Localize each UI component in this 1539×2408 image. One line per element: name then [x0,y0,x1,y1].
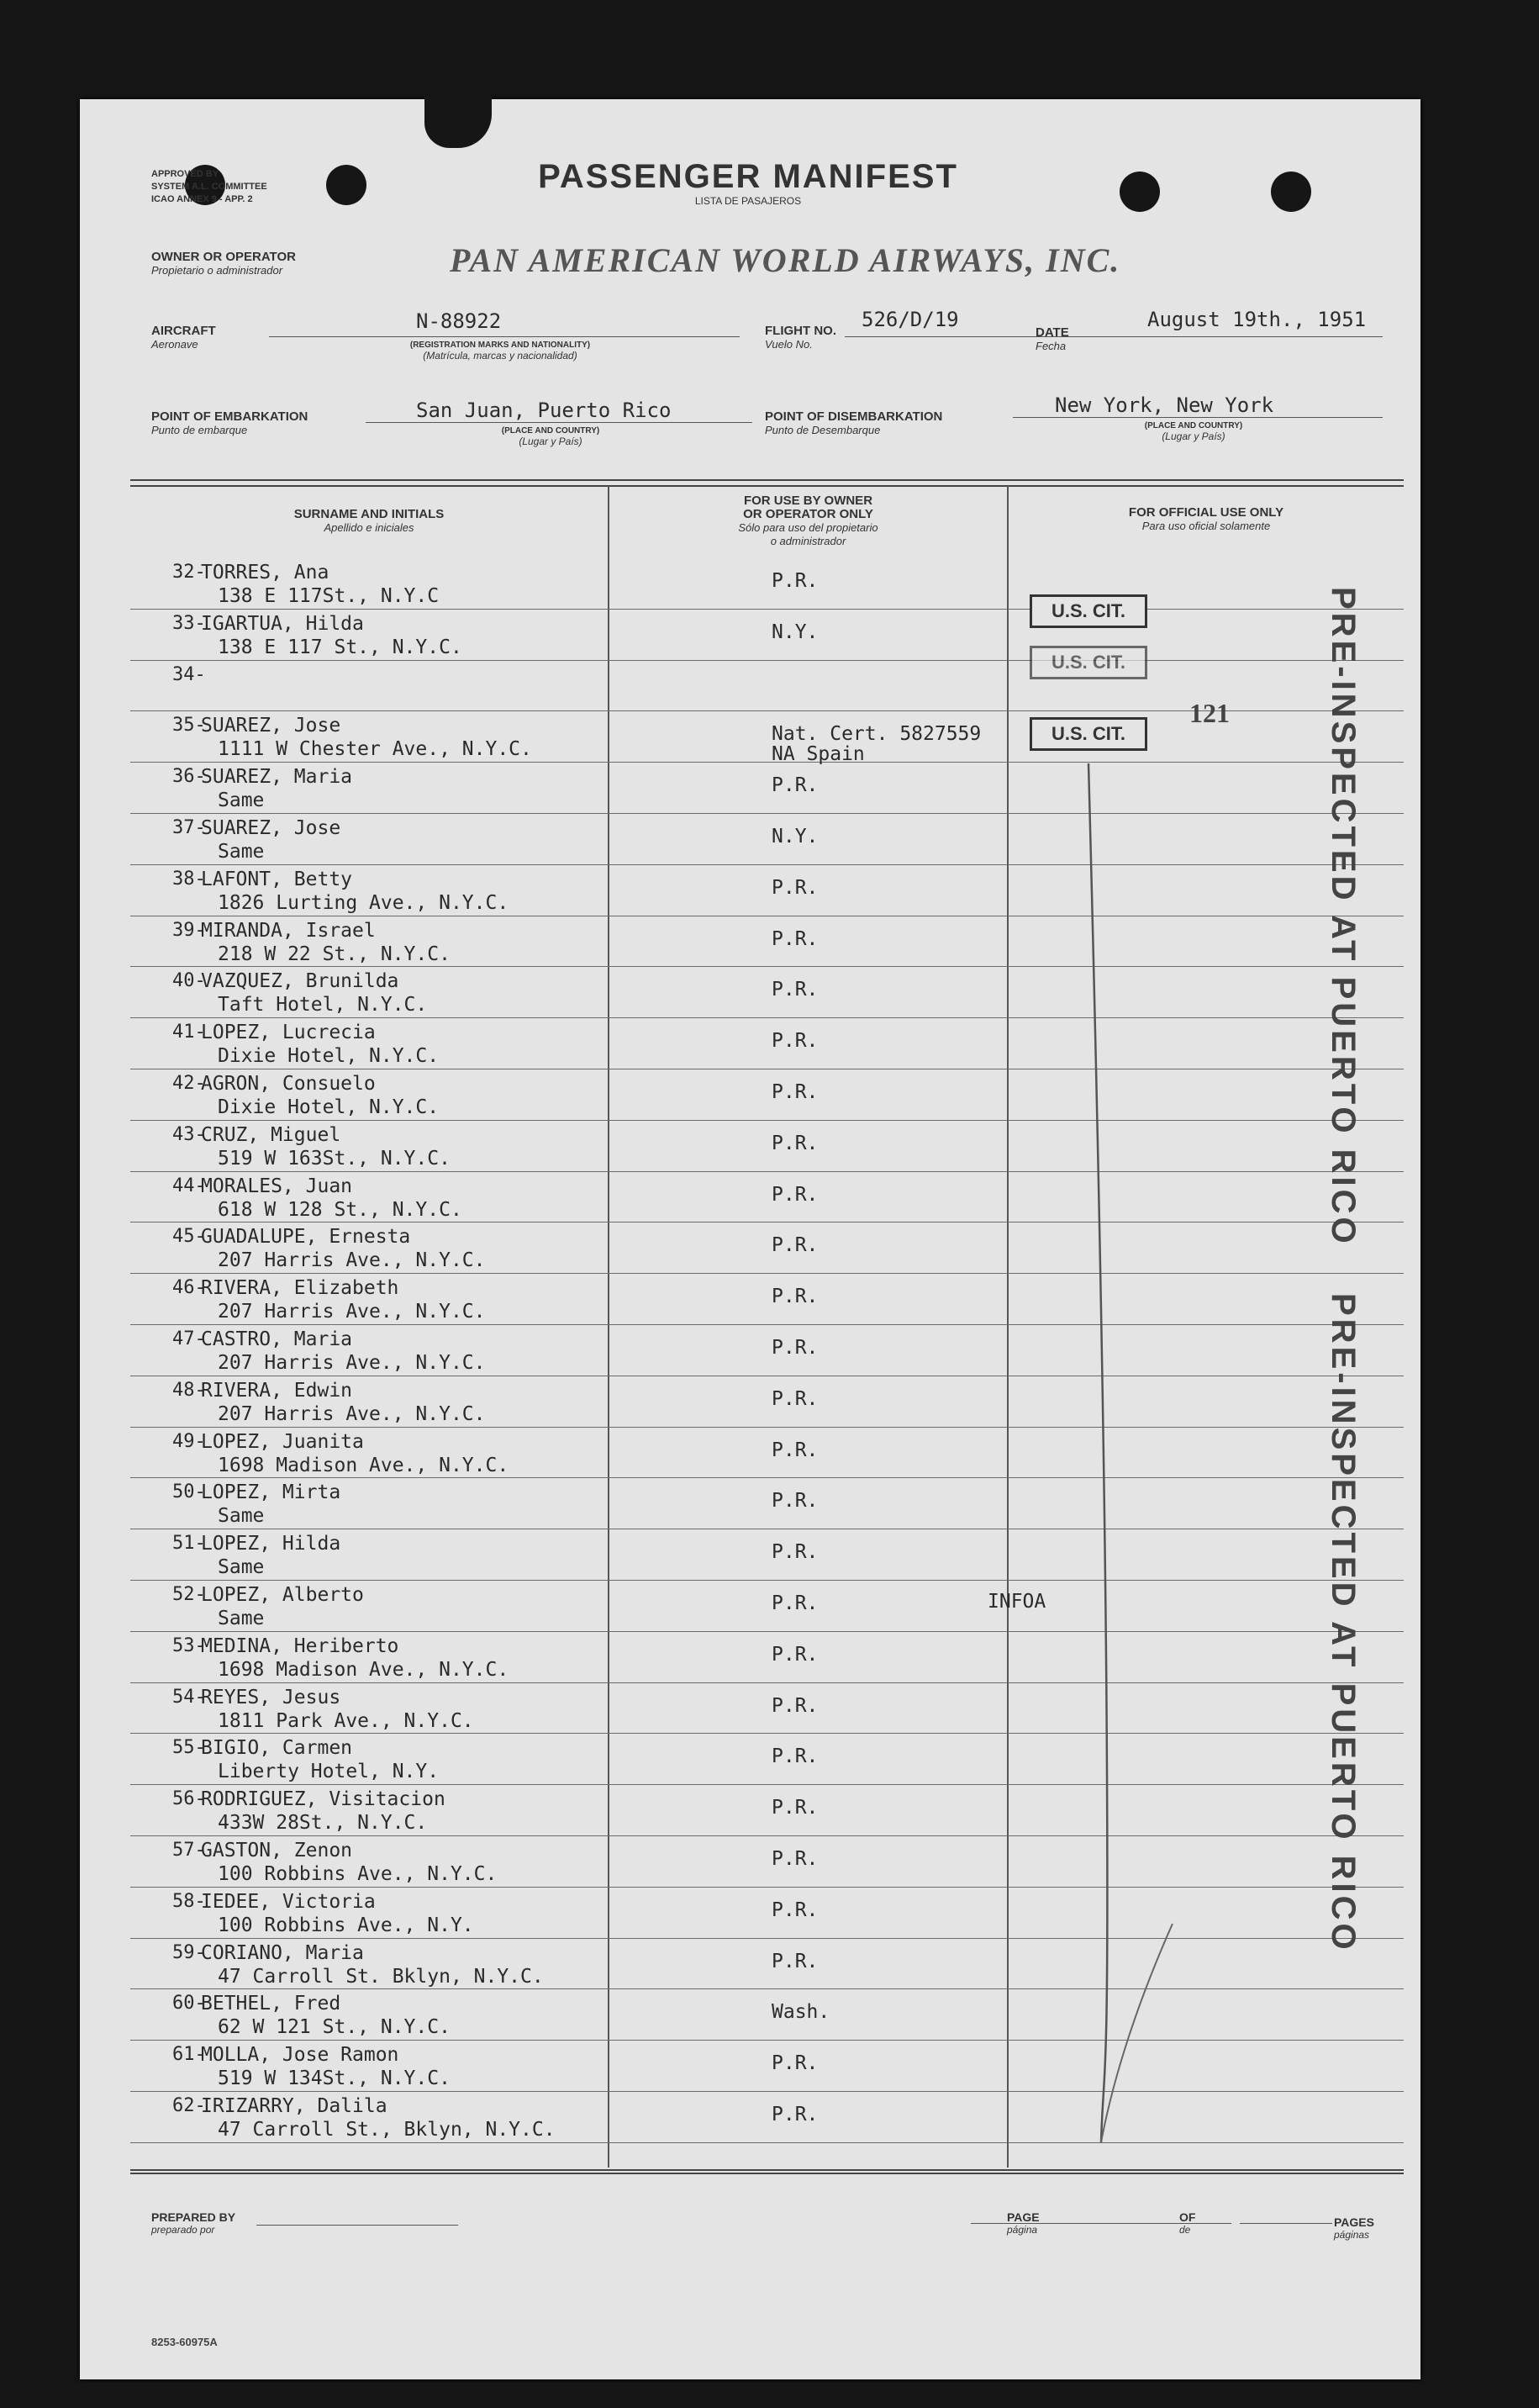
underline [1013,417,1383,418]
operator-note-2: NA Spain [772,743,865,766]
row-number: 52- [172,1583,206,1605]
passenger-name: RODRIGUEZ, Visitacion [201,1788,445,1811]
place-caption: (PLACE AND COUNTRY) (Lugar y País) [501,426,600,447]
passenger-name: LOPEZ, Juanita [201,1430,364,1453]
passenger-name: IRIZARRY, Dalila [201,2094,387,2117]
operator-note: P.R. [772,979,819,1001]
operator-note: P.R. [772,1898,819,1921]
passenger-name: AGRON, Consuelo [201,1072,376,1095]
punch-hole [1271,172,1311,212]
page-title: PASSENGER MANIFEST [538,158,958,195]
passenger-name: MIRANDA, Israel [201,919,376,942]
row-number: 39- [172,919,206,941]
owner-label: OWNER OR OPERATOR Propietario o administrador [151,250,296,277]
disembarkation-label: POINT OF DISEMBARKATION Punto de Desembarque [765,409,943,436]
passenger-address: 618 W 128 St., N.Y.C. [218,1198,462,1221]
passenger-name: RIVERA, Edwin [201,1379,353,1402]
header-rule [130,479,1404,487]
paper-tear [424,96,492,148]
passenger-name: IEDEE, Victoria [201,1890,376,1913]
row-number: 62- [172,2094,206,2116]
row-number: 47- [172,1328,206,1349]
row-number: 40- [172,970,206,992]
approval-line: ICAO ANNEX 9 - APP. 2 [151,194,253,204]
table-row [130,1529,1404,1581]
flight-label: FLIGHT NO. Vuelo No. [765,324,836,351]
passenger-address: 62 W 121 St., N.Y.C. [218,2016,451,2039]
passenger-table [130,558,1404,2143]
passenger-name: VAZQUEZ, Brunilda [201,970,399,993]
pages-label: PAGES páginas [1334,2215,1374,2241]
table-row [130,1478,1404,1529]
passenger-address: Same [218,1505,265,1528]
table-row [130,1325,1404,1376]
passenger-address: 100 Robbins Ave., N.Y.C. [218,1862,498,1885]
row-number: 33- [172,612,206,634]
underline [269,336,740,337]
punch-hole [326,165,366,205]
punch-hole [1120,172,1160,212]
operator-note: P.R. [772,1387,819,1410]
table-row [130,1121,1404,1172]
passenger-address: 433W 28St., N.Y.C. [218,1812,428,1835]
row-number: 55- [172,1737,206,1759]
passenger-address: 207 Harris Ave., N.Y.C. [218,1301,486,1323]
passenger-address: 519 W 163St., N.Y.C. [218,1147,451,1170]
table-row [130,1274,1404,1325]
passenger-name: TORRES, Ana [201,562,329,584]
table-row [130,967,1404,1018]
passenger-address: 138 E 117St., N.Y.C [218,585,440,607]
operator-note: P.R. [772,1234,819,1257]
operator-note: P.R. [772,1694,819,1717]
row-number: 60- [172,1993,206,2015]
passenger-address: Same [218,840,265,863]
row-number: 50- [172,1481,206,1503]
operator-note: P.R. [772,1490,819,1513]
row-number: 42- [172,1072,206,1094]
handwritten-line [1072,763,1189,2151]
operator-note: P.R. [772,1643,819,1666]
table-row [130,2092,1404,2143]
footer-rule [130,2169,1404,2174]
passenger-address: 519 W 134St., N.Y.C. [218,2067,451,2090]
passenger-address: Same [218,1556,265,1579]
passenger-name: SUAREZ, Maria [201,766,353,789]
passenger-address: 138 E 117 St., N.Y.C. [218,636,462,658]
table-row [130,1069,1404,1121]
passenger-address: 100 Robbins Ave., N.Y. [218,1914,474,1936]
row-number: 43- [172,1123,206,1145]
row-number: 36- [172,766,206,788]
row-number: 58- [172,1890,206,1912]
row-number: 48- [172,1379,206,1401]
passenger-address: 207 Harris Ave., N.Y.C. [218,1351,486,1374]
row-number: 54- [172,1686,206,1708]
operator-note: P.R. [772,2103,819,2125]
operator-note: P.R. [772,1336,819,1359]
manifest-sheet [80,99,1420,2379]
operator-note: P.R. [772,1745,819,1768]
table-row [130,1581,1404,1632]
passenger-address: 1811 Park Ave., N.Y.C. [218,1709,474,1732]
operator-note: Wash. [772,2001,830,2024]
us-citizen-stamp: U.S. CIT. [1030,717,1147,751]
operator-note: P.R. [772,774,819,797]
operator-note: P.R. [772,1541,819,1564]
flight-value: 526/D/19 [862,308,959,331]
form-code: 8253-60975A [151,2336,218,2348]
embarkation-value: San Juan, Puerto Rico [416,399,672,422]
passenger-address: Dixie Hotel, N.Y.C. [218,1096,440,1118]
passenger-name: CASTRO, Maria [201,1328,353,1350]
passenger-name: SUAREZ, Jose [201,816,341,839]
row-number: 38- [172,868,206,890]
infant-note: INFOA [988,1590,1046,1613]
row-number: 46- [172,1277,206,1299]
table-row [130,1888,1404,1939]
table-row [130,1836,1404,1888]
passenger-name: CRUZ, Miguel [201,1123,341,1146]
passenger-name: REYES, Jesus [201,1686,341,1708]
operator-note: N.Y. [772,620,819,643]
underline [256,2225,458,2226]
aircraft-label: AIRCRAFT Aeronave [151,324,216,351]
passenger-name: GUADALUPE, Ernesta [201,1226,411,1249]
date-label: DATE Fecha [1036,325,1069,352]
table-row [130,865,1404,916]
operator-note: P.R. [772,570,819,592]
underline [1240,2223,1332,2224]
us-citizen-stamp: U.S. CIT. [1030,594,1147,628]
passenger-address: Same [218,1607,265,1629]
passenger-address: 1111 W Chester Ave., N.Y.C. [218,738,532,761]
underline [366,422,752,423]
row-number: 37- [172,816,206,838]
passenger-name: LOPEZ, Lucrecia [201,1022,376,1044]
passenger-name: RIVERA, Elizabeth [201,1277,399,1300]
table-row [130,558,1404,610]
aircraft-value: N-88922 [416,309,502,333]
passenger-name: IGARTUA, Hilda [201,612,364,635]
operator-note: P.R. [772,1183,819,1206]
disembarkation-value: New York, New York [1055,393,1274,417]
row-number: 61- [172,2044,206,2066]
underline [845,336,1383,337]
passenger-address: 207 Harris Ave., N.Y.C. [218,1402,486,1425]
date-value: August 19th., 1951 [1147,308,1367,331]
table-row [130,2041,1404,2092]
registration-caption: (REGISTRATION MARKS AND NATIONALITY) (Matrícula, marcas y nacionalidad) [409,341,591,362]
operator-note: P.R. [772,2052,819,2075]
row-number: 41- [172,1022,206,1043]
passenger-address: 47 Carroll St. Bklyn, N.Y.C. [218,1965,544,1988]
operator-note: P.R. [772,876,819,899]
passenger-address: 1698 Madison Ave., N.Y.C. [218,1454,509,1476]
row-number: 49- [172,1430,206,1452]
table-row [130,1989,1404,2041]
passenger-name: BETHEL, Fred [201,1993,341,2015]
passenger-name: SUAREZ, Jose [201,715,341,737]
page-label: PAGE página [1007,2210,1040,2236]
passenger-address: Same [218,789,265,812]
row-number: 32- [172,562,206,583]
passenger-name: LOPEZ, Alberto [201,1583,364,1606]
passenger-name: MOLLA, Jose Ramon [201,2044,399,2067]
table-row [130,1428,1404,1479]
table-row [130,1785,1404,1836]
embarkation-label: POINT OF EMBARKATION Punto de embarque [151,409,308,436]
table-row [130,610,1404,661]
approval-line: SYSTEM A.L. COMMITTEE [151,182,267,192]
passenger-address: 1698 Madison Ave., N.Y.C. [218,1658,509,1681]
col-header-owner: FOR USE BY OWNER OR OPERATOR ONLY Sólo para uso del propietario o administrador [738,494,878,547]
col-header-name: SURNAME AND INITIALS Apellido e iniciales [293,507,445,534]
operator-note: P.R. [772,1030,819,1053]
operator-note: P.R. [772,1080,819,1103]
operator-note: P.R. [772,1950,819,1972]
table-row [130,1172,1404,1223]
table-row [130,814,1404,865]
preinspected-stamp: PRE-INSPECTED AT PUERTO RICO [1325,1293,1362,1953]
passenger-address: Dixie Hotel, N.Y.C. [218,1045,440,1068]
table-row [130,763,1404,814]
approval-line: APPROVED BY [151,169,219,179]
table-row [130,1018,1404,1069]
passenger-name: LOPEZ, Mirta [201,1481,341,1504]
table-row [130,1683,1404,1735]
passenger-name: GASTON, Zenon [201,1839,353,1861]
passenger-name: LAFONT, Betty [201,868,353,890]
passenger-address: 218 W 22 St., N.Y.C. [218,943,451,965]
operator-name: PAN AMERICAN WORLD AIRWAYS, INC. [450,241,1121,279]
passenger-name: CORIANO, Maria [201,1941,364,1964]
table-row [130,1376,1404,1428]
passenger-name: BIGIO, Carmen [201,1737,353,1760]
operator-note: Nat. Cert. 5827559 [772,723,982,746]
page-title-es: LISTA DE PASAJEROS [694,195,802,207]
table-row [130,1734,1404,1785]
col-header-official: FOR OFFICIAL USE ONLY Para uso oficial solamente [1128,505,1284,532]
row-number: 53- [172,1634,206,1656]
row-number: 51- [172,1533,206,1555]
place-caption: (PLACE AND COUNTRY) (Lugar y País) [1144,421,1243,442]
operator-note: P.R. [772,1132,819,1154]
table-row [130,1939,1404,1990]
row-number: 59- [172,1941,206,1963]
handwritten-number: 121 [1189,698,1230,728]
row-number: 35- [172,715,206,737]
passenger-address: Taft Hotel, N.Y.C. [218,994,428,1017]
operator-note: P.R. [772,1797,819,1819]
row-number: 34- [172,663,206,685]
operator-note: P.R. [772,927,819,950]
passenger-name: MORALES, Juan [201,1175,353,1197]
underline [1080,2223,1231,2224]
table-row [130,1632,1404,1683]
preinspected-stamp: PRE-INSPECTED AT PUERTO RICO [1325,587,1362,1247]
operator-note: P.R. [772,1439,819,1461]
operator-note: N.Y. [772,825,819,848]
row-number: 56- [172,1788,206,1810]
table-row [130,1222,1404,1274]
passenger-address: 1826 Lurting Ave., N.Y.C. [218,891,509,914]
passenger-name: MEDINA, Heriberto [201,1634,399,1657]
us-citizen-stamp: U.S. CIT. [1030,646,1147,679]
passenger-address: 207 Harris Ave., N.Y.C. [218,1249,486,1272]
row-number: 45- [172,1226,206,1248]
row-number: 57- [172,1839,206,1861]
row-number: 44- [172,1175,206,1196]
passenger-address: Liberty Hotel, N.Y. [218,1761,440,1783]
table-row [130,916,1404,968]
approval-note [151,168,277,206]
operator-note: P.R. [772,1847,819,1870]
passenger-address: 47 Carroll St., Bklyn, N.Y.C. [218,2118,556,2141]
operator-note: P.R. [772,1286,819,1308]
of-label: OF de [1179,2210,1196,2236]
operator-note: P.R. [772,1592,819,1614]
prepared-by-label: PREPARED BY preparado por [151,2210,236,2236]
passenger-name: LOPEZ, Hilda [201,1533,341,1555]
